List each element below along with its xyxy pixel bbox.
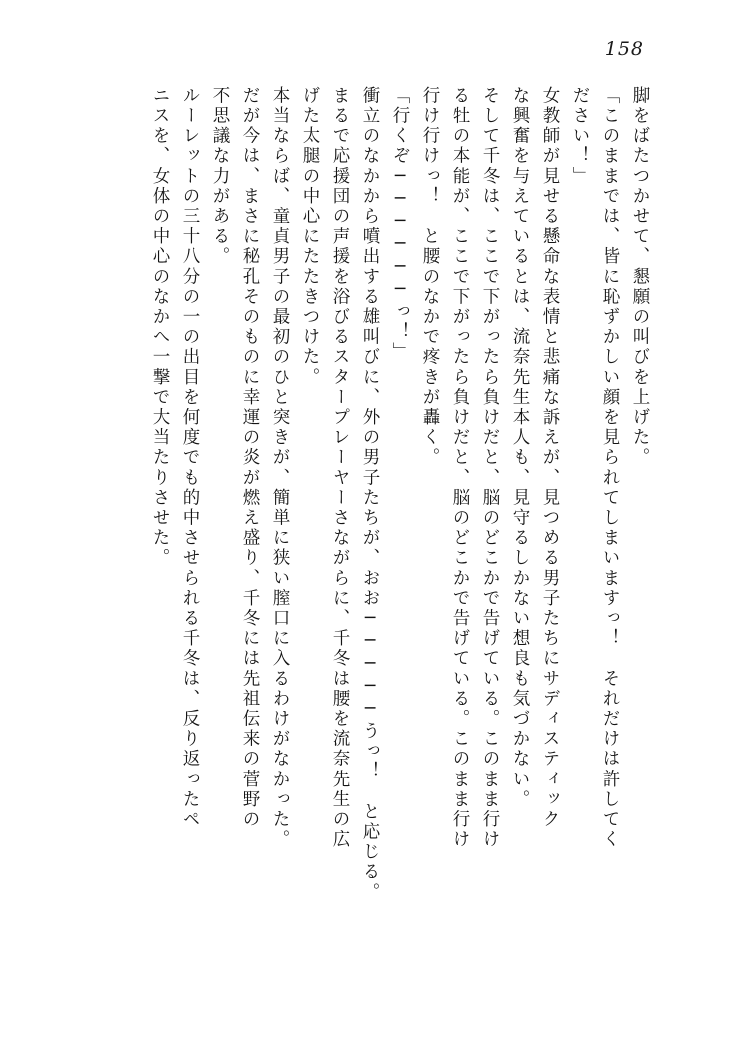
text-column: ニスを、女体の中心のなかへ一撃で大当たりさせた。: [150, 86, 170, 569]
vertical-text-body: [96, 86, 648, 966]
text-column: 行け行けっ！ と腰のなかで疼きが轟く。: [420, 86, 440, 468]
text-column: ださい！」: [570, 86, 590, 187]
text-column: 「このままでは、皆に恥ずかしい顔を見られてしまいますっ！ それだけは許してく: [600, 86, 620, 850]
text-column: ルーレットの三十八分の一の出目を何度でも的中させられる千冬は、反り返ったペ: [180, 86, 200, 830]
text-column: 本当ならば、童貞男子の最初のひと突きが、簡単に狭い膣口に入るわけがなかった。: [270, 86, 290, 850]
text-column: る牡の本能が、ここで下がったら負けだと、脳のどこかで告げている。このまま行け: [450, 86, 470, 850]
text-column: 「行くぞ──────っ！」: [390, 86, 410, 363]
page-number: 158: [604, 38, 644, 60]
text-column: まるで応援団の声援を浴びるスタープレーヤーさながらに、千冬は腰を流奈先生の広: [330, 86, 350, 850]
text-column: 衝立のなかから噴出する雄叫びに、外の男子たちが、おお─────うっ！ と応じる。: [360, 86, 380, 903]
text-column: 女教師が見せる懸命な表情と悲痛な訴えが、見つめる男子たちにサディスティック: [540, 86, 560, 830]
text-column: だが今は、まさに秘孔そのものに幸運の炎が燃え盛り、千冬には先祖伝来の菅野の: [240, 86, 260, 830]
text-column: げた太腿の中心にたたきつけた。: [300, 86, 320, 388]
text-column: そして千冬は、ここで下がったら負けだと、脳のどこかで告げている。このまま行け: [480, 86, 500, 850]
text-column: な興奮を与えているとは、流奈先生本人も、見守るしかない想良も気づかない。: [510, 86, 530, 810]
text-column: 不思議な力がある。: [210, 86, 230, 267]
text-column: 脚をばたつかせて、懇願の叫びを上げた。: [630, 86, 650, 468]
